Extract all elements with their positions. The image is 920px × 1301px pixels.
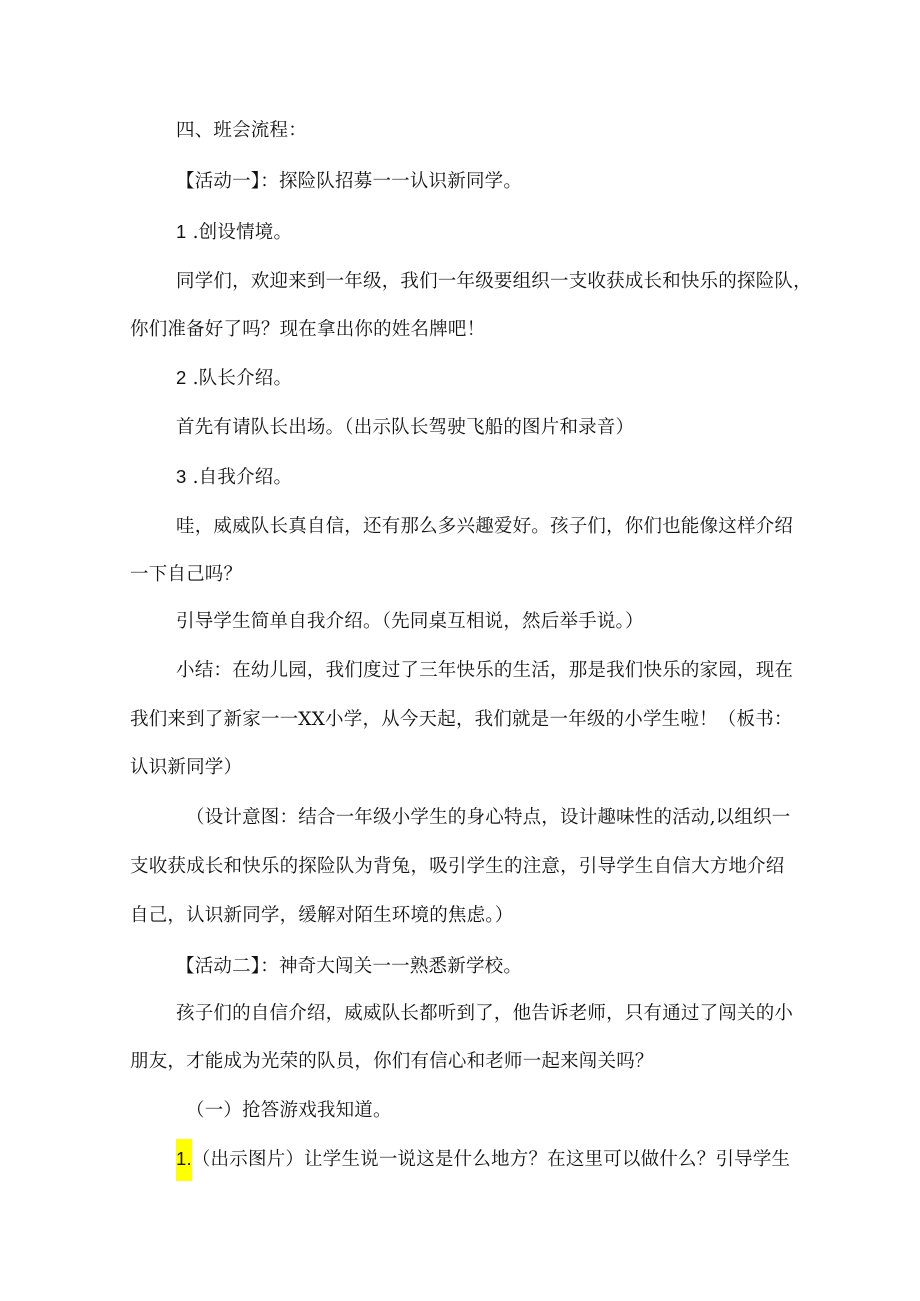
- step2-label: .队长介绍。: [192, 368, 293, 389]
- step2-heading: [176, 366, 292, 391]
- step3-label: .自我介绍。: [192, 467, 293, 488]
- quiz-subheading: （一）抢答游戏我知道。: [186, 1100, 392, 1121]
- quiz-item1: [176, 1147, 790, 1181]
- step3-number: 3: [176, 466, 187, 487]
- activity2-paragraph-line2: 朋友，才能成为光荣的队员，你们有信心和老师一起来闯关吗？: [130, 1051, 654, 1072]
- activity2-title: 【活动二】：神奇大闯关一一熟悉新学校。: [176, 956, 523, 977]
- step1-number: 1: [176, 221, 187, 242]
- section-heading: 四、班会流程：: [176, 120, 307, 141]
- summary-line3: 认识新同学）: [130, 757, 243, 778]
- activity1-title: 【活动一】：探险队招募一一认识新同学。: [176, 171, 523, 192]
- summary-line1: 小结：在幼儿园，我们度过了三年快乐的生活，那是我们快乐的家园，现在: [176, 660, 794, 681]
- summary-line2: 我们来到了新家一一XX小学，从今天起，我们就是一年级的小学生啦！（板书：: [130, 709, 793, 730]
- paragraph-selfintro-line1: 哇，威威队长真自信，还有那么多兴趣爱好。孩子们，你们也能像这样介绍: [176, 516, 794, 537]
- step1-label: .创设情境。: [192, 222, 293, 243]
- paragraph-welcome-line1: 同学们，欢迎来到一年级，我们一年级要组织一支收获成长和快乐的探险队，: [176, 271, 812, 292]
- activity2-paragraph-line1: 孩子们的自信介绍，威威队长都听到了，他告诉老师，只有通过了闯关的小: [176, 1003, 794, 1024]
- quiz-item1-text: （出示图片）让学生说一说这是什么地方？在这里可以做什么？引导学生: [191, 1149, 791, 1170]
- step1-heading: [176, 220, 292, 245]
- paragraph-selfintro-line2: 一下自己吗？: [130, 564, 243, 585]
- design-intent-line2: 支收获成长和快乐的探险队为背兔，吸引学生的注意，引导学生自信大方地介绍: [130, 856, 785, 877]
- design-intent-line1: （设计意图：结合一年级小学生的身心特点，设计趣味性的活动,以组织一: [186, 807, 791, 828]
- paragraph-captain: 首先有请队长出场。（出示队长驾驶飞船的图片和录音）: [176, 417, 635, 438]
- step3-heading: [176, 465, 292, 490]
- paragraph-guide: 引导学生简单自我介绍。（先同桌互相说，然后举手说。）: [176, 611, 644, 632]
- design-intent-line3: 自己，认识新同学，缓解对陌生环境的焦虑。）: [130, 905, 514, 926]
- highlighted-item-number: 1.: [176, 1139, 192, 1181]
- step2-number: 2: [176, 367, 187, 388]
- paragraph-welcome-line2: 你们准备好了吗？现在拿出你的姓名牌吧！: [130, 319, 486, 340]
